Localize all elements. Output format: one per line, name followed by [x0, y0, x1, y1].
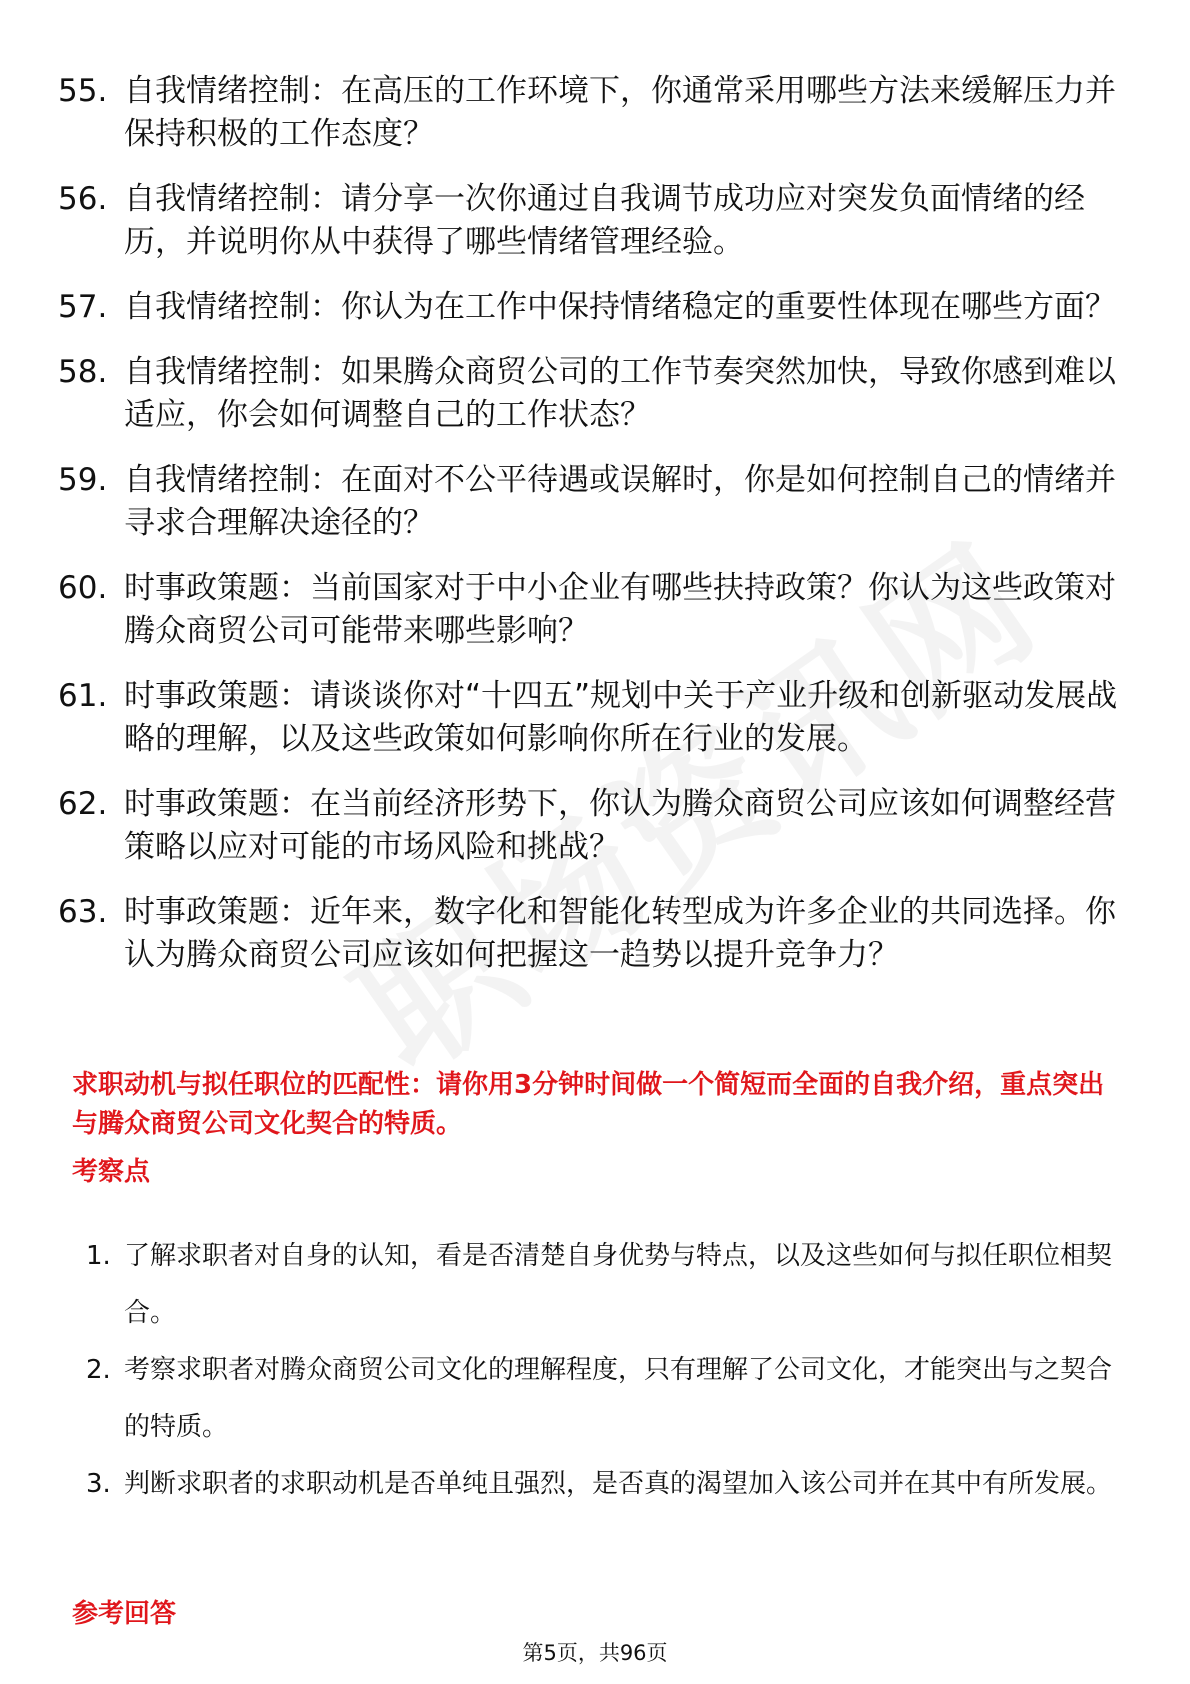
question-number: 57. [58, 289, 108, 325]
question-number: 61. [58, 678, 108, 714]
point-text: 考察求职者对腾众商贸公司文化的理解程度，只有理解了公司文化，才能突出与之契合的特质。 [124, 1355, 1113, 1442]
question-text: 自我情绪控制：请分享一次你通过自我调节成功应对突发负面情绪的经历，并说明你从中获得了哪些情绪管理经验。 [124, 181, 1085, 260]
question-list [58, 70, 1118, 999]
question-number: 59. [58, 462, 108, 498]
interview-prompt: 求职动机与拟任职位的匹配性：请你用3分钟时间做一个简短而全面的自我介绍，重点突出与腾众商贸公司文化契合的特质。 [72, 1070, 1105, 1139]
point-number: 1. [86, 1241, 111, 1271]
question-text: 自我情绪控制：如果腾众商贸公司的工作节奏突然加快，导致你感到难以适应，你会如何调整自己的工作状态？ [124, 354, 1116, 433]
list-item [58, 286, 1118, 329]
question-text: 自我情绪控制：在高压的工作环境下，你通常采用哪些方法来缓解压力并保持积极的工作态度？ [124, 73, 1116, 152]
evaluation-points [86, 1228, 1116, 1513]
point-text: 了解求职者对自身的认知，看是否清楚自身优势与特点，以及这些如何与拟任职位相契合。 [124, 1241, 1113, 1328]
list-item [58, 459, 1118, 545]
list-item [86, 1228, 1116, 1342]
list-item [58, 891, 1118, 977]
page-footer: 第5页，共96页 [522, 1641, 668, 1665]
list-item [58, 351, 1118, 437]
question-text: 时事政策题：当前国家对于中小企业有哪些扶持政策？你认为这些政策对腾众商贸公司可能带来哪些影响？ [124, 570, 1116, 649]
question-text: 自我情绪控制：你认为在工作中保持情绪稳定的重要性体现在哪些方面？ [124, 289, 1116, 325]
question-number: 56. [58, 181, 108, 217]
question-number: 63. [58, 894, 108, 930]
point-number: 3. [86, 1469, 111, 1499]
question-number: 55. [58, 73, 108, 109]
list-item [58, 783, 1118, 869]
points-heading: 考察点 [72, 1157, 151, 1187]
list-item [58, 567, 1118, 653]
question-number: 58. [58, 354, 108, 390]
list-item [58, 675, 1118, 761]
point-text: 判断求职者的求职动机是否单纯且强烈，是否真的渴望加入该公司并在其中有所发展。 [124, 1469, 1113, 1499]
question-text: 时事政策题：近年来，数字化和智能化转型成为许多企业的共同选择。你认为腾众商贸公司应该如何把握这一趋势以提升竞争力？ [124, 894, 1116, 973]
question-number: 62. [58, 786, 108, 822]
question-number: 60. [58, 570, 108, 606]
point-number: 2. [86, 1355, 111, 1385]
answer-heading: 参考回答 [72, 1599, 177, 1629]
list-item [58, 70, 1118, 156]
question-text: 自我情绪控制：在面对不公平待遇或误解时，你是如何控制自己的情绪并寻求合理解决途径的？ [124, 462, 1116, 541]
list-item [86, 1342, 1116, 1456]
list-item [86, 1456, 1116, 1513]
list-item [58, 178, 1118, 264]
question-text: 时事政策题：在当前经济形势下，你认为腾众商贸公司应该如何调整经营策略以应对可能的市场风险和挑战？ [124, 786, 1116, 865]
question-text: 时事政策题：请谈谈你对“十四五”规划中关于产业升级和创新驱动发展战略的理解，以及这些政策如何影响你所在行业的发展。 [124, 678, 1118, 757]
